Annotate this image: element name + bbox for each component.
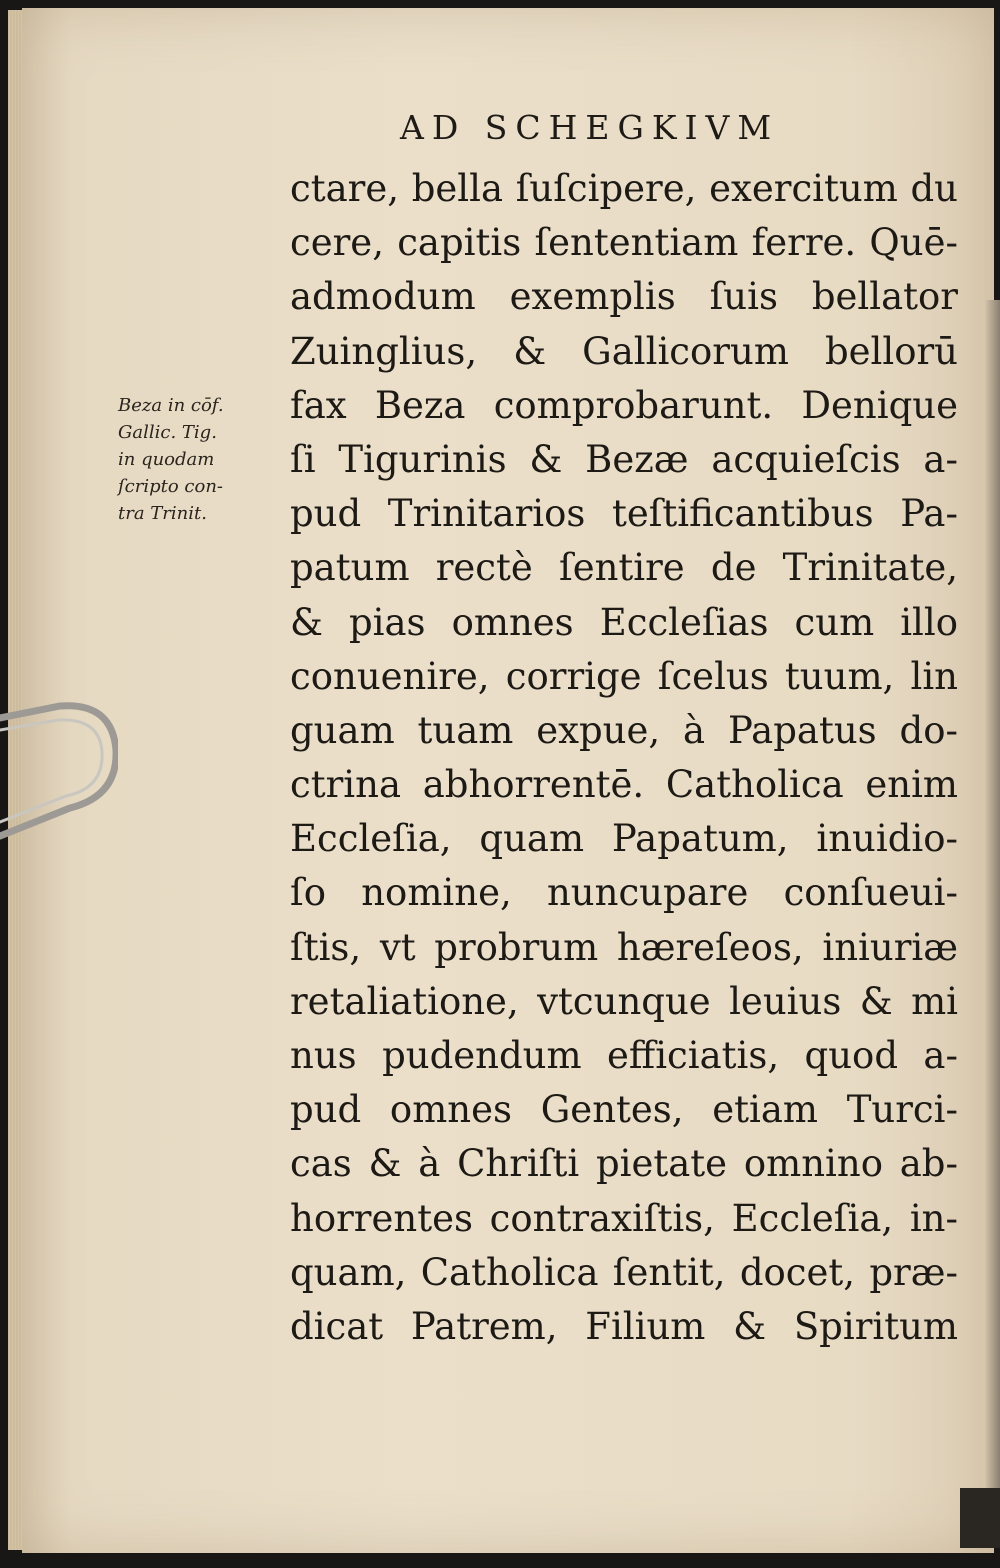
text-line: patum rectè ſentire de Trinitate, xyxy=(290,546,958,590)
margin-note-line: in quodam xyxy=(118,449,215,470)
text-line: ctrina abhorrentē. Catholica enim xyxy=(290,763,958,807)
margin-note-line: Gallic. Tig. xyxy=(118,422,217,443)
text-line: ctare, bella ſuſcipere, exercitum du xyxy=(290,167,958,210)
text-line: ſtis, vt probrum hæreſeos, iniuriæ xyxy=(290,925,958,969)
margin-note-line: Beza in cōf. xyxy=(118,395,224,416)
text-line: pud Trinitarios teſtificantibus Pa- xyxy=(290,492,958,536)
text-line: quam, Catholica ſentit, docet, præ- xyxy=(290,1250,958,1294)
text-line: ſi Tigurinis & Bezæ acquieſcis a- xyxy=(290,437,958,481)
text-line: Eccleſia, quam Papatum, inuidio- xyxy=(290,817,958,861)
marginal-note xyxy=(118,392,298,527)
running-head: AD SCHEGKIVM xyxy=(400,108,780,147)
text-line: & pias omnes Eccleſias cum illo xyxy=(290,600,958,644)
text-line: cas & à Chriſti pietate omnino ab- xyxy=(290,1142,958,1186)
margin-note-line: tra Trinit. xyxy=(118,503,207,524)
text-line: dicat Patrem, Filium & Spiritum xyxy=(290,1304,958,1348)
text-line: guam tuam expue, à Papatus do- xyxy=(290,708,958,752)
text-line: ſo nomine, nuncupare conſueui- xyxy=(290,871,958,915)
body-text xyxy=(290,162,958,1354)
text-line: nus pudendum efficiatis, quod a- xyxy=(290,1034,958,1077)
binding-shadow xyxy=(986,300,1000,1500)
text-line: pud omnes Gentes, etiam Turci- xyxy=(290,1088,958,1132)
text-line: admodum exemplis ſuis bellator xyxy=(290,275,958,319)
text-line: conuenire, corrige ſcelus tuum, lin xyxy=(290,654,958,698)
text-line: retaliatione, vtcunque leuius & mi xyxy=(290,979,958,1023)
text-line: horrentes contraxiſtis, Eccleſia, in- xyxy=(290,1196,958,1240)
text-line: cere, capitis ſententiam ferre. Quē- xyxy=(290,221,958,265)
margin-note-line: ſcripto con- xyxy=(118,476,224,497)
text-line: fax Beza comprobarunt. Denique xyxy=(290,383,958,427)
page-corner-shadow xyxy=(960,1488,1000,1548)
text-line: Zuinglius, & Gallicorum bellorū xyxy=(290,329,958,373)
